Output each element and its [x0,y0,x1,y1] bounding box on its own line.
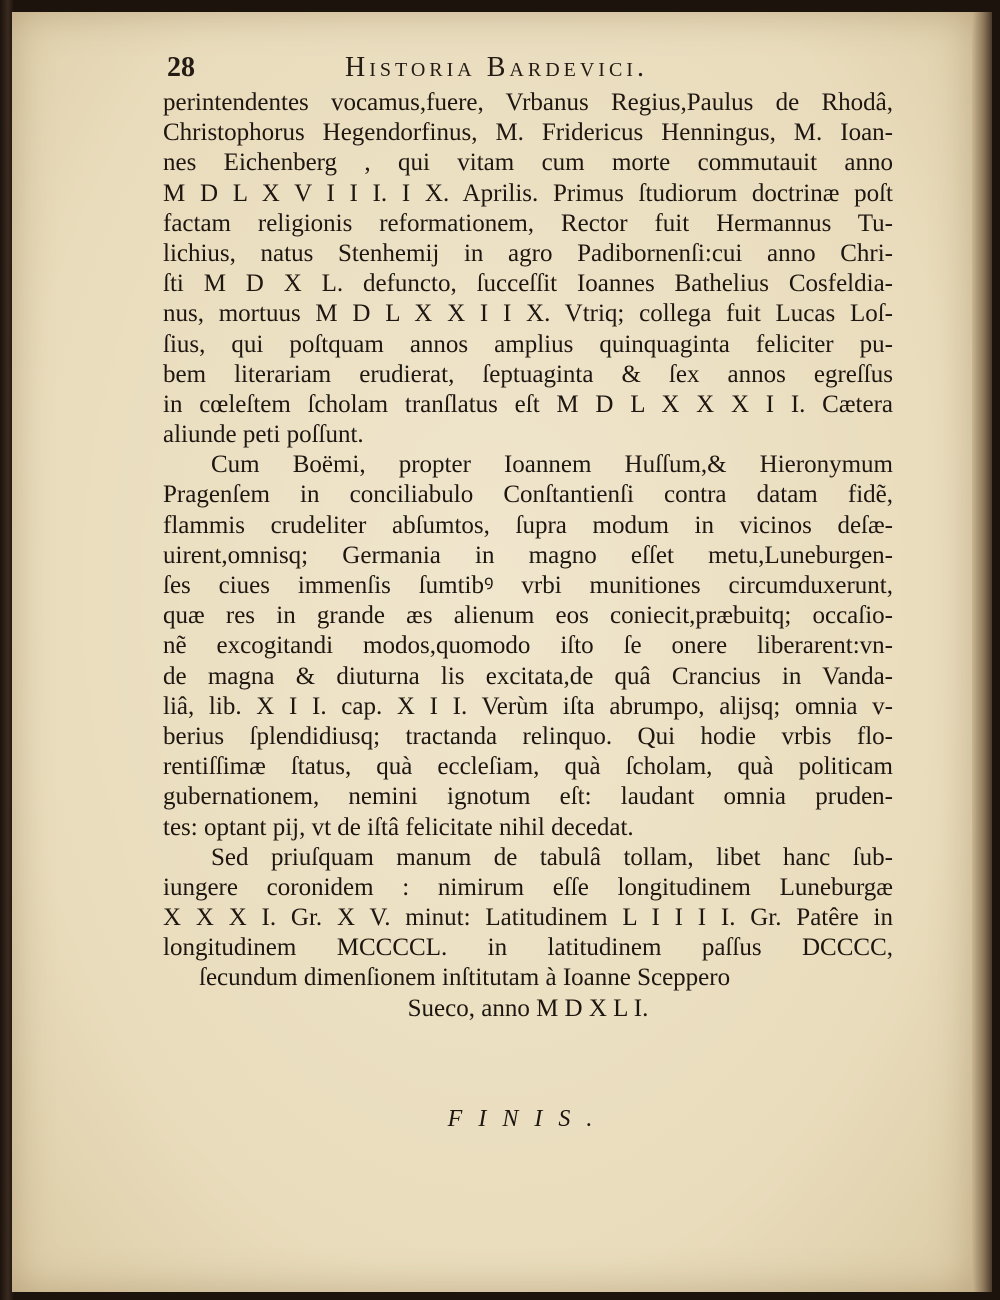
text-line: M D L X V I I I. I X. Aprilis. Primus ſtudiorum doctrinæ poſt [163,179,893,207]
text-line: perintendentes vocamus,fuere, Vrbanus Regius,Paulus de Rhodâ, [163,89,893,116]
text-line: aliunde peti poſſunt. [163,421,364,449]
text-line: nes Eichenberg , qui vitam cum morte commutauit anno [163,149,893,177]
text-line: Christophorus Hegendorfinus, M. Fridericus Henningus, M. Ioan- [163,119,893,147]
body-text [163,88,893,1024]
text-line: bem literariam erudierat, ſeptuaginta & ſex annos egreſſus [163,360,893,388]
text-line: de magna & diuturna lis excitata,de quâ Crancius in Vanda- [163,662,893,690]
text-line: Sueco, anno M D X L I. [407,994,649,1022]
text-line: factam religionis reformationem, Rector fuit Hermannus Tu- [163,209,893,237]
text-line: tes: optant pij, vt de iſtâ felicitate nihil decedat. [163,813,634,841]
text-line: nus, mortuus M D L X X I I X. Vtriq; collega fuit Lucas Loſ- [163,300,893,328]
paragraph-start-line: Cum Boëmi, propter Ioannem Huſſum,& Hieronymum [211,451,893,479]
page-number: 28 [167,52,195,83]
text-line: ſti M D X L. defuncto, ſucceſſit Ioannes Bathelius Cosfeldia- [163,270,893,298]
text-line: nẽ excogitandi modos,quomodo iſto ſe onere liberarent:vn- [163,632,893,660]
page-header [163,52,893,92]
finis-closing: FINIS. [447,1106,609,1132]
text-line: iungere coronidem : nimirum eſſe longitudinem Luneburgæ [163,873,893,901]
text-line: quæ res in grande æs alienum eos coniecit,præbuitq; occaſio- [163,602,893,630]
text-line: liâ, lib. X I I. cap. X I I. Verùm iſta abrumpo, alijsq; omnia v- [163,692,893,720]
text-line: X X X I. Gr. X V. minut: Latitudinem L I I I I. Gr. Patêre in [163,904,893,932]
text-line: longitudinem MCCCCL. in latitudinem paſſus DCCCC, [163,934,893,962]
text-line: Pragenſem in conciliabulo Conſtantienſi contra datam fidẽ, [163,481,893,509]
text-line: in cœleſtem ſcholam tranſlatus eſt M D L X X X I I. Cætera [163,390,893,418]
text-line: uirent,omnisq; Germania in magno eſſet metu,Luneburgen- [163,541,893,569]
text-line: ſes ciues immenſis ſumtibꝰ vrbi munitiones circumduxerunt, [163,572,893,599]
text-line: ſius, qui poſtquam annos amplius quinquaginta feliciter pu- [163,330,893,358]
text-line: berius ſplendidiusq; tractanda relinquo. Qui hodie vrbis flo- [163,722,893,750]
paragraph-start-line: Sed priuſquam manum de tabulâ tollam, libet hanc ſub- [211,843,893,871]
running-title: Historia Bardevici. [345,52,648,83]
text-line: flammis crudeliter abſumtos, ſupra modum in vicinos deſæ- [163,511,893,539]
text-line: ſecundum dimenſionem inſtitutam à Ioanne Sceppero [199,964,731,992]
text-line: rentiſſimæ ſtatus, quà eccleſiam, quà ſcholam, quà politicam [163,753,893,781]
text-line: lichius, natus Stenhemij in agro Padibornenſi:cui anno Chri- [163,239,893,267]
page-edge [972,12,992,1292]
text-line: gubernationem, nemini ignotum eſt: laudant omnia pruden- [163,783,893,811]
